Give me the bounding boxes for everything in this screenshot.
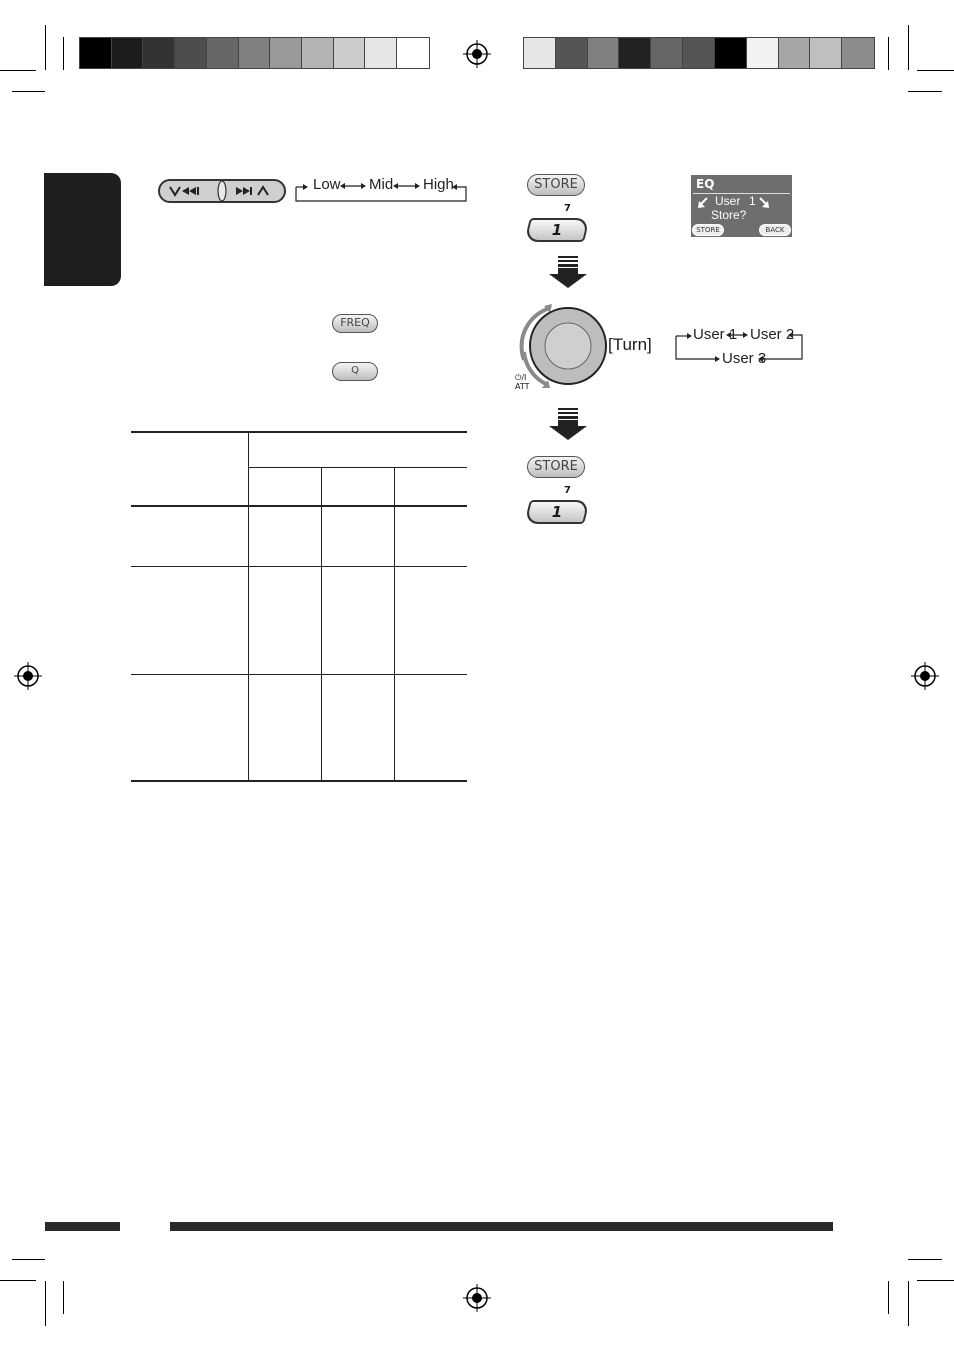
color-bar-left: [79, 37, 430, 69]
color-swatch: [270, 38, 302, 68]
color-swatch: [397, 38, 429, 68]
color-swatch: [779, 38, 811, 68]
color-swatch: [683, 38, 715, 68]
band-high-label: High: [423, 176, 454, 193]
crop-mark: [12, 91, 45, 92]
lcd-left-arrow-icon: [697, 196, 709, 210]
registration-mark-left: [14, 662, 42, 690]
lcd-right-arrow-icon: [758, 196, 770, 210]
lcd-user-number: 1: [749, 194, 756, 208]
color-swatch: [715, 38, 747, 68]
crop-mark: [888, 1281, 889, 1314]
color-swatch: [842, 38, 874, 68]
color-swatch: [747, 38, 779, 68]
band-mid-label: Mid: [369, 176, 394, 193]
crop-mark: [63, 1281, 64, 1314]
registration-mark-bottom: [463, 1284, 491, 1312]
eq-lcd-display: [691, 175, 792, 237]
lcd-store-prompt: Store?: [711, 208, 747, 222]
preset-1-secondary-label: 7: [564, 485, 571, 496]
crop-mark: [12, 1259, 45, 1260]
registration-mark-right: [911, 662, 939, 690]
color-swatch: [651, 38, 683, 68]
color-swatch: [619, 38, 651, 68]
crop-mark: [908, 91, 942, 92]
step-down-arrow-icon: [548, 407, 588, 441]
preset-1-secondary-label: 7: [564, 203, 571, 214]
crop-mark: [917, 1280, 954, 1281]
color-bar-right: [523, 37, 875, 69]
preset-1-button[interactable]: 1: [524, 500, 590, 524]
crop-mark: [0, 70, 36, 71]
store-button[interactable]: STORE: [527, 174, 585, 196]
user2-label: User 2: [750, 326, 795, 343]
turn-label: [Turn]: [608, 335, 652, 354]
registration-mark-top: [463, 40, 491, 68]
color-swatch: [334, 38, 366, 68]
preset-1-button[interactable]: 1: [524, 218, 590, 242]
control-dial[interactable]: [512, 300, 612, 392]
q-button[interactable]: Q: [332, 362, 378, 381]
lcd-user-label: User: [715, 194, 741, 208]
language-side-tab: [44, 173, 121, 286]
color-swatch: [810, 38, 842, 68]
crop-mark: [45, 1281, 46, 1326]
crop-mark: [45, 25, 46, 70]
color-swatch: [588, 38, 620, 68]
user1-label: User 1: [693, 326, 738, 343]
color-swatch: [80, 38, 112, 68]
footer-bar-left: [45, 1222, 120, 1231]
seek-control-button[interactable]: [158, 179, 286, 205]
footer-bar-right: [170, 1222, 833, 1231]
color-swatch: [175, 38, 207, 68]
crop-mark: [908, 1259, 942, 1260]
crop-mark: [917, 70, 954, 71]
crop-mark: [63, 37, 64, 70]
color-swatch: [365, 38, 397, 68]
crop-mark: [0, 1280, 36, 1281]
freq-button[interactable]: FREQ: [332, 314, 378, 333]
step-down-arrow-icon: [548, 255, 588, 289]
color-swatch: [302, 38, 334, 68]
color-swatch: [207, 38, 239, 68]
user3-label: User 3: [722, 350, 767, 367]
crop-mark: [908, 25, 909, 70]
color-swatch: [239, 38, 271, 68]
store-button[interactable]: STORE: [527, 456, 585, 478]
power-att-label-top: ⏻/I: [515, 373, 527, 382]
power-att-label-bottom: ATT: [515, 382, 530, 391]
lcd-back-softkey: BACK: [759, 224, 791, 236]
crop-mark: [908, 1281, 909, 1326]
color-swatch: [556, 38, 588, 68]
lcd-store-softkey: STORE: [692, 224, 724, 236]
color-swatch: [112, 38, 144, 68]
lcd-title: EQ: [696, 177, 715, 191]
color-swatch: [143, 38, 175, 68]
crop-mark: [888, 37, 889, 70]
band-low-label: Low: [313, 176, 341, 193]
color-swatch: [524, 38, 556, 68]
